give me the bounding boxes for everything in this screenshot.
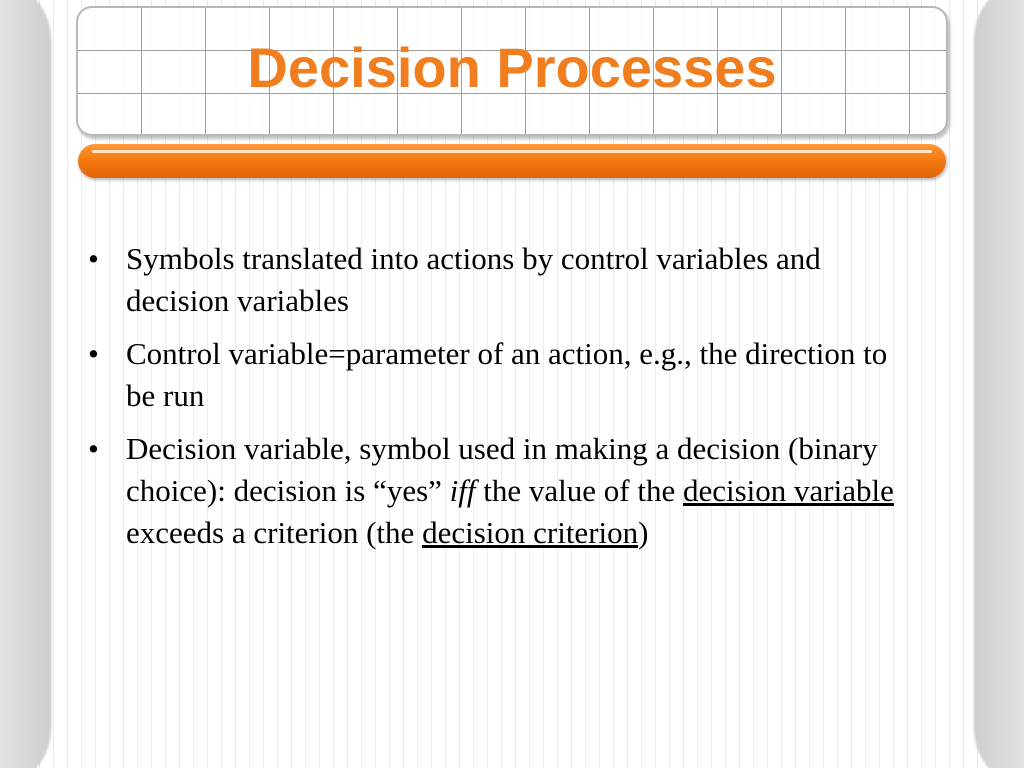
bullet-icon: •	[88, 431, 99, 466]
bullet-icon: •	[88, 336, 99, 371]
right-decorative-pillar	[975, 0, 1024, 768]
bullet-text-part: Decision variable, symbol used in making a decision (binary choice): decision is “yes”	[126, 431, 878, 508]
bullet-text-part: )	[638, 515, 649, 550]
iff-term: iff	[449, 473, 476, 508]
bullet-item	[88, 333, 918, 417]
slide-title: Decision Processes	[247, 36, 777, 99]
bullet-text-part: exceeds a criterion (the	[126, 515, 423, 550]
left-decorative-pillar	[0, 0, 50, 768]
bullet-text-part: the value of the	[475, 473, 683, 508]
decision-variable-term: decision variable	[682, 473, 894, 508]
bullet-text: Control variable=parameter of an action, e.g., the direction to be run	[126, 336, 888, 413]
bullet-icon: •	[88, 241, 99, 276]
bullet-item	[88, 238, 918, 322]
bullet-list	[88, 238, 918, 565]
bullet-text: Symbols translated into actions by control variables and decision variables	[126, 241, 821, 318]
accent-bar	[78, 144, 946, 178]
bullet-item	[88, 428, 918, 554]
decision-criterion-term: decision criterion	[422, 515, 639, 550]
